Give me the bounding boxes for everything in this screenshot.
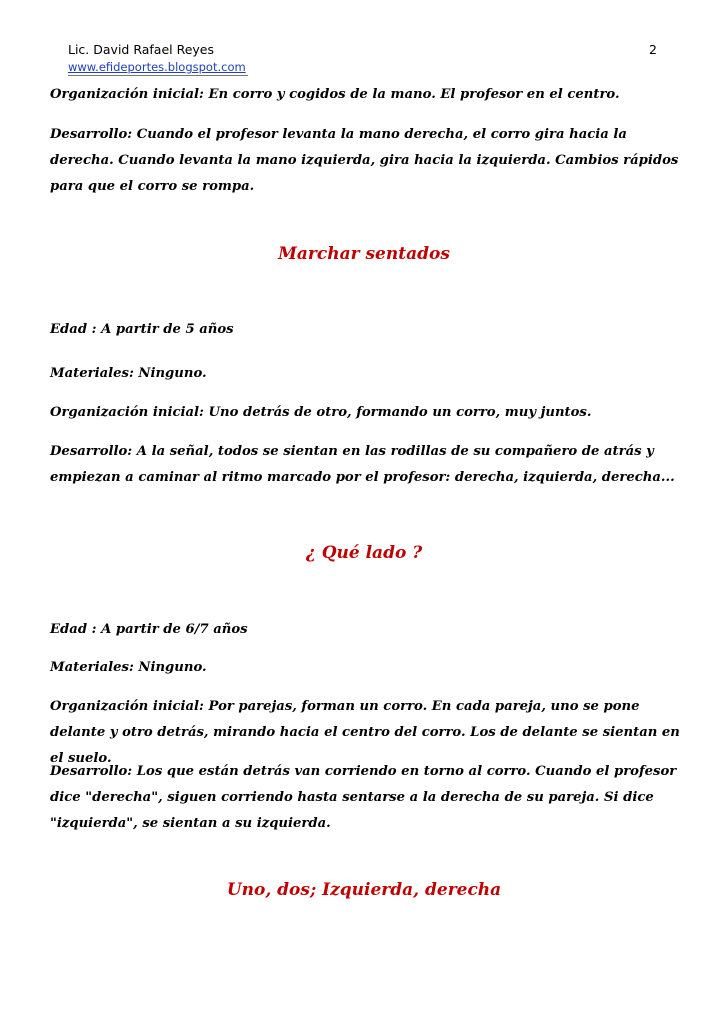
header-author: Lic. David Rafael Reyes — [68, 42, 215, 57]
section3-title: ¿ Qué lado ? — [305, 543, 423, 563]
section4-title: Uno, dos; Izquierda, derecha — [226, 880, 502, 900]
section3-desarrollo: Desarrollo: Los que están detrás van corriendo en torno al corro. Cuando el profesor dice "derecha", siguen corriendo hasta sentarse a la derecha de su pareja. Si dice "izquierda", se sientan a su izquierda. — [50, 764, 677, 831]
section3-materiales: Materiales: Ninguno. — [50, 660, 207, 675]
section2-organizacion: Organización inicial: Uno detrás de otro, formando un corro, muy juntos. — [50, 405, 592, 420]
section1-desarrollo: Desarrollo: Cuando el profesor levanta la mano derecha, el corro gira hacia la derecha. Cuando levanta la mano izquierda, gira hacia la izquierda. Cambios rápidos para que el corro se rompa. — [50, 127, 679, 194]
section3-edad: Edad : A partir de 6/7 años — [50, 622, 248, 637]
header-url-link[interactable] — [68, 60, 248, 76]
header-url-text[interactable]: www.efideportes.blogspot.com — [68, 60, 246, 74]
section2-edad: Edad : A partir de 5 años — [50, 322, 234, 337]
section1-organizacion: Organización inicial: En corro y cogidos de la mano. El profesor en el centro. — [50, 87, 620, 102]
section3-organizacion: Organización inicial: Por parejas, forman un corro. En cada pareja, uno se pone delante y otro detrás, mirando hacia el centro del corro. Los de delante se sientan en el suelo. — [50, 699, 680, 766]
section2-desarrollo: Desarrollo: A la señal, todos se sientan en las rodillas de su compañero de atrás y empiezan a caminar al ritmo marcado por el profesor: derecha, izquierda, derecha... — [50, 444, 675, 485]
section2-materiales: Materiales: Ninguno. — [50, 366, 207, 381]
section2-title: Marchar sentados — [278, 244, 450, 264]
page-number: 2 — [649, 42, 657, 57]
